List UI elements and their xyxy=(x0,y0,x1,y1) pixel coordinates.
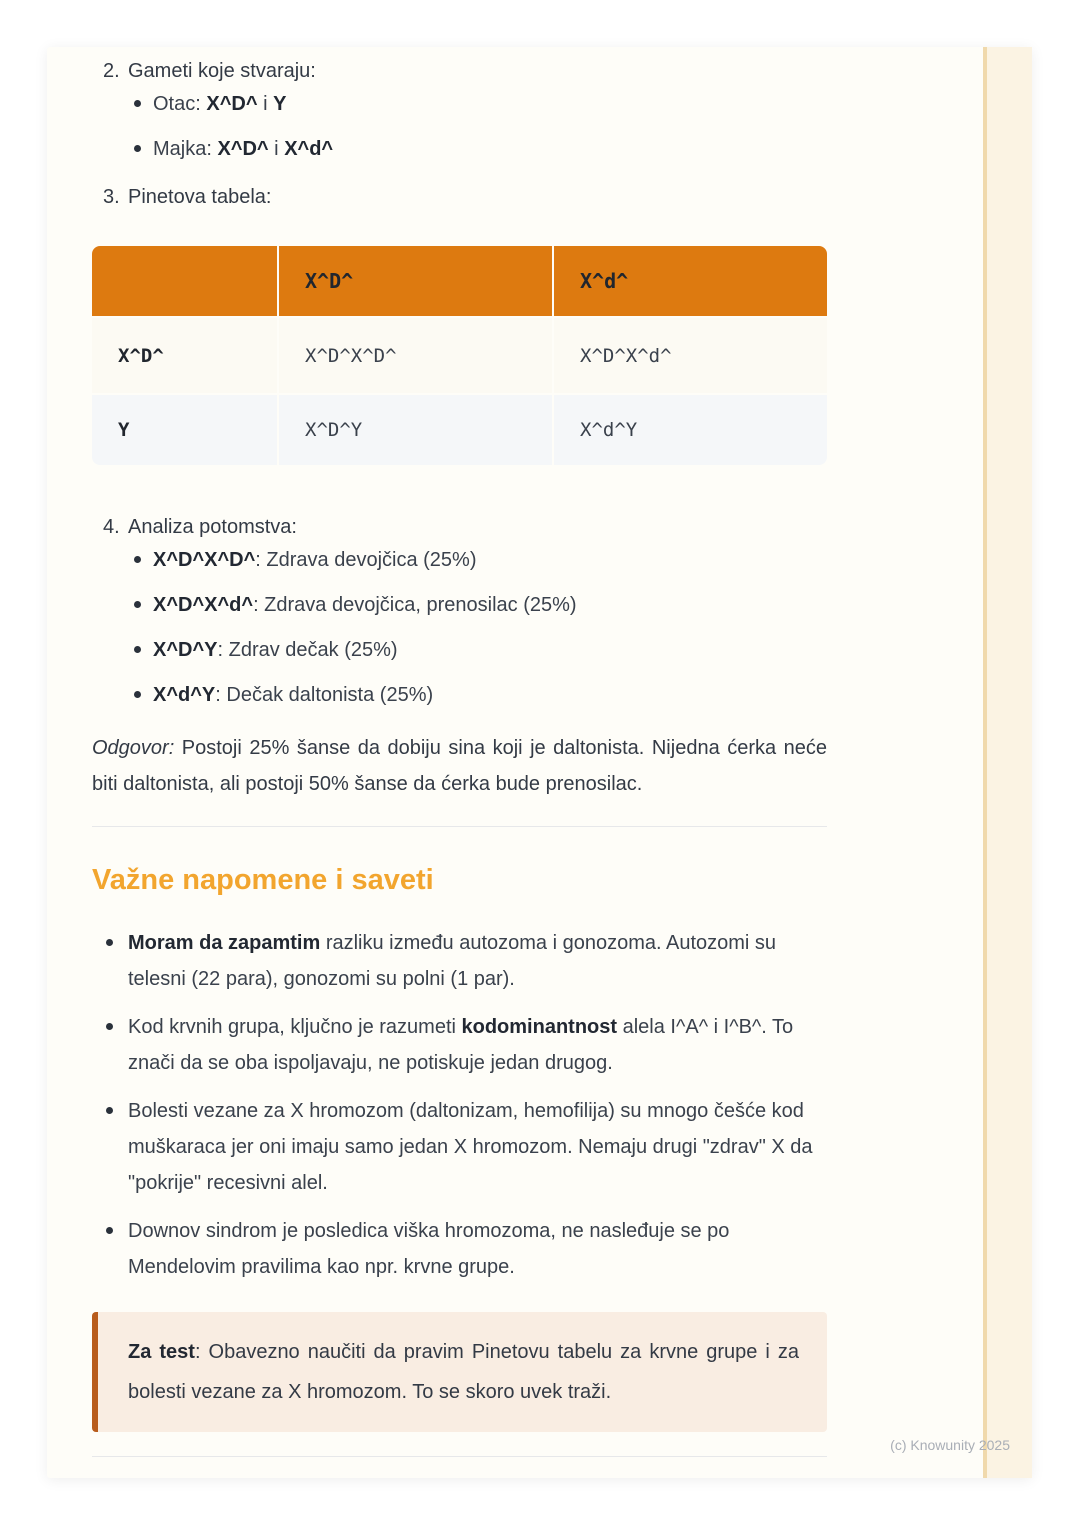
item-text: i xyxy=(257,93,274,115)
genotype-bold: X^D^X^d^ xyxy=(153,594,254,616)
callout-label: Za test xyxy=(128,1341,195,1363)
genotype-bold: Y xyxy=(273,93,287,115)
genotype-bold: X^D^Y xyxy=(153,639,218,661)
copyright-footer: (c) Knowunity 2025 xyxy=(890,1437,1010,1453)
item-text: : Zdrava devojčica (25%) xyxy=(255,549,477,571)
item-text: Downov sindrom je posledica viška hromozoma, ne nasleđuje se po Mendelovim pravilima kao npr. krvne grupe. xyxy=(128,1220,730,1278)
table-cell: X^D^X^d^ xyxy=(554,318,827,393)
divider xyxy=(92,1456,827,1457)
genotype-bold: X^D^ xyxy=(206,93,258,115)
table-header-corner xyxy=(92,246,277,316)
page-edge-ribbon xyxy=(983,47,1032,1478)
genotype-bold: X^d^Y xyxy=(153,684,216,706)
table-cell: X^D^X^D^ xyxy=(279,318,552,393)
list-item xyxy=(92,925,827,997)
answer-label: Odgovor: xyxy=(92,737,175,759)
item-text: Kod krvnih grupa, ključno je razumeti xyxy=(128,1016,462,1038)
item-text: razliku između autozoma i gonozoma. Autozomi su telesni (22 para), gonozomi su polni (1 par). xyxy=(128,932,777,990)
item-title: Gameti koje stvaraju: xyxy=(128,60,316,82)
list-item xyxy=(92,1009,827,1081)
test-tip-callout xyxy=(92,1312,827,1432)
list-item xyxy=(92,635,827,665)
list-item xyxy=(92,134,827,164)
list-item xyxy=(92,1213,827,1285)
item-text: : Zdrav dečak (25%) xyxy=(217,639,398,661)
numbered-item-analiza xyxy=(92,512,827,542)
item-number: 3. xyxy=(103,186,120,208)
list-item xyxy=(92,89,827,119)
page-content xyxy=(92,47,827,1457)
list-item xyxy=(92,545,827,575)
item-title: Pinetova tabela: xyxy=(128,186,272,208)
table-cell: X^D^Y xyxy=(279,395,552,465)
bold-text: Moram da zapamtim xyxy=(128,932,321,954)
punnett-table xyxy=(92,246,827,465)
genotype-bold: X^d^ xyxy=(284,138,334,160)
numbered-item-gameti xyxy=(92,56,827,86)
table-cell: X^d^Y xyxy=(554,395,827,465)
item-text: alela I^A^ i I^B^. To znači da se oba ispoljavaju, ne potiskuje jedan drugog. xyxy=(128,1016,794,1074)
numbered-item-tabela xyxy=(92,182,827,212)
section-heading: Važne napomene i saveti xyxy=(92,864,434,896)
item-number: 4. xyxy=(103,516,120,538)
table-row-header: X^D^ xyxy=(92,318,277,393)
list-item xyxy=(92,590,827,620)
napomene-list xyxy=(92,925,827,1285)
item-text: Majka: xyxy=(153,138,218,160)
list-item xyxy=(92,680,827,710)
genotype-bold: X^D^ xyxy=(217,138,269,160)
item-text: Otac: xyxy=(153,93,207,115)
item-title: Analiza potomstva: xyxy=(128,516,297,538)
answer-text: Postoji 25% šanse da dobiju sina koji je daltonista. Nijedna ćerka neće biti daltonista, ali postoji 50% šanse da ćerka bude prenosilac. xyxy=(92,737,827,795)
item-text: : Zdrava devojčica, prenosilac (25%) xyxy=(253,594,577,616)
divider xyxy=(92,826,827,827)
item-text: i xyxy=(268,138,285,160)
table-header-cell: X^d^ xyxy=(554,246,827,316)
gameti-list xyxy=(92,89,827,164)
item-text: : Dečak daltonista (25%) xyxy=(215,684,434,706)
callout-text: : Obavezno naučiti da pravim Pinetovu tabelu za krvne grupe i za bolesti vezane za X hromozom. To se skoro uvek traži. xyxy=(128,1341,799,1403)
item-number: 2. xyxy=(103,60,120,82)
bold-text: kodominantnost xyxy=(461,1016,618,1038)
item-text: Bolesti vezane za X hromozom (daltonizam, hemofilija) su mnogo češće kod muškaraca jer oni imaju samo jedan X hromozom. Nemaju drugi "zdrav" X da "pokrije" recesivni alel. xyxy=(128,1100,813,1194)
genotype-bold: X^D^X^D^ xyxy=(153,549,256,571)
analiza-list xyxy=(92,545,827,710)
table-row-header: Y xyxy=(92,395,277,465)
answer-paragraph xyxy=(92,730,827,802)
list-item xyxy=(92,1093,827,1201)
document-page xyxy=(47,47,1032,1478)
table-header-cell: X^D^ xyxy=(279,246,552,316)
